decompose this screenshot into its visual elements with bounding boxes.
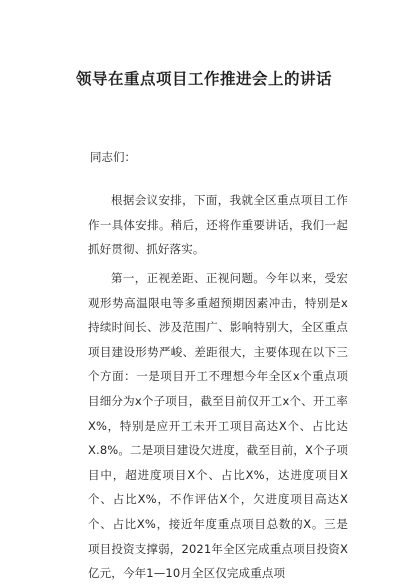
- paragraph-problems: 第一，正视差距、正视问题。今年以来，受宏观形势高温限电等多重超预期因素冲击，特别是x持续时间长、涉及范围广、影响特别大，全区重点项目建设形势严峻、差距很大，主要体现在以下三个方面：一是项目开工不理想今年全区x个重点项目细分为x个子项目，截至目前仅开工x个、开工率X%，特别是应开工未开工项目高达X个、占比达X.8%。二是项目建设欠进度，截至目前，X个子项目中，超进度项目X个、占比X%，达进度项目X个、占比X%，不作评估X个，欠进度项目高达X个、占比X%，接近年度重点项目总数的X。三是项目投资支撑弱，2021年全区完成重点项目投资X亿元，今年1—10月全区仅完成重点项: [88, 271, 348, 581]
- salutation: 同志们：: [90, 150, 136, 164]
- document-title: 领导在重点项目工作推进会上的讲话: [75, 70, 332, 88]
- paragraph-arrangement: 根据会议安排，下面，我就全区重点项目工作作一具体安排。稍后，还将作重要讲话，我们一起抓好贯彻、抓好落实。: [88, 193, 348, 257]
